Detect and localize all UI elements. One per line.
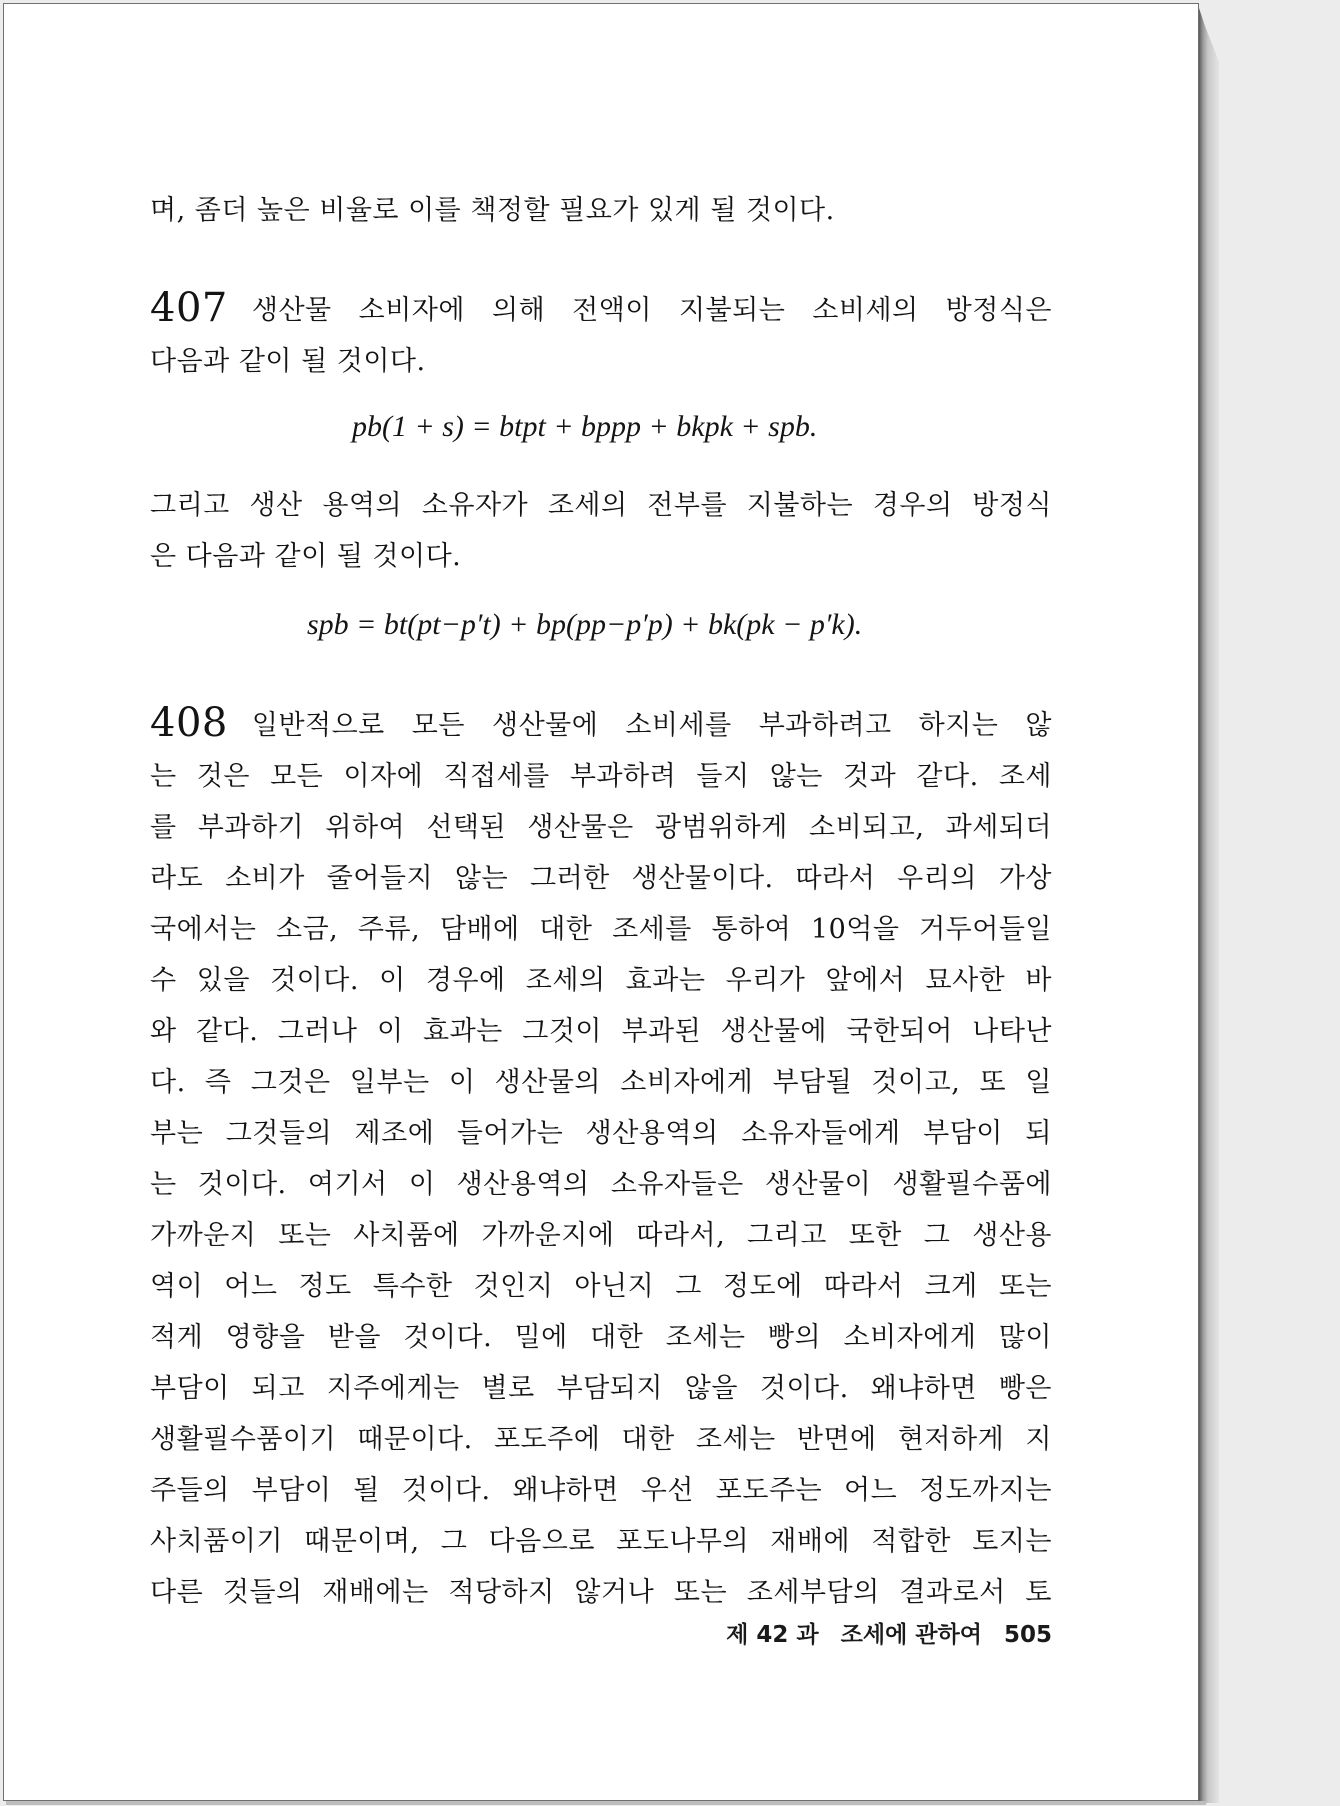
top-paragraph — [150, 185, 1052, 236]
equation-consumer-tax: pb(1 + s) = btpt + bppp + bkpk + spb. — [352, 410, 818, 443]
text-line: 은 다음과 같이 될 것이다. — [150, 541, 462, 572]
text-line: 주들의 부담이 될 것이다. 왜냐하면 우선 포도주는 어느 정도까지는 — [150, 1475, 1052, 1506]
text-line: 그리고 생산 용역의 소유자가 조세의 전부를 지불하는 경우의 방정식 — [150, 490, 1052, 521]
paragraph-number: 407 — [150, 285, 228, 331]
text-line: 가까운지 또는 사치품에 가까운지에 따라서, 그리고 또한 그 생산용 — [150, 1220, 1052, 1251]
text-line: 국에서는 소금, 주류, 담배에 대한 조세를 통하여 10억을 거두어들일 — [150, 914, 1052, 945]
text-line-content: 생산물 소비자에 의해 전액이 지불되는 소비세의 방정식은 — [251, 295, 1052, 326]
page-shadow — [6, 1801, 1206, 1805]
paragraph-408 — [150, 695, 1052, 1618]
text-line: 라도 소비가 줄어들지 않는 그러한 생산물이다. 따라서 우리의 가상 — [150, 863, 1052, 894]
footer-title: 조세에 관하여 — [840, 1622, 982, 1648]
text-line: 는 것은 모든 이자에 직접세를 부과하려 들지 않는 것과 같다. 조세 — [150, 761, 1052, 792]
text-line-content: 일반적으로 모든 생산물에 소비세를 부과하려고 하지는 않 — [251, 710, 1052, 741]
equation-owner-tax: spb = bt(pt−p′t) + bp(pp−p′p) + bk(pk − p′k). — [307, 608, 863, 641]
text-line: 다른 것들의 재배에는 적당하지 않거나 또는 조세부담의 결과로서 토 — [150, 1577, 1052, 1608]
paragraph-407 — [150, 280, 1052, 387]
text-line: 를 부과하기 위하여 선택된 생산물은 광범위하게 소비되고, 과세되더 — [150, 812, 1052, 843]
page-number: 505 — [1003, 1622, 1052, 1648]
text-line: 와 같다. 그러나 이 효과는 그것이 부과된 생산물에 국한되어 나타난 — [150, 1016, 1052, 1047]
text-line: 부담이 되고 지주에게는 별로 부담되지 않을 것이다. 왜냐하면 빵은 — [150, 1373, 1052, 1404]
text-line: 역이 어느 정도 특수한 것인지 아닌지 그 정도에 따라서 크게 또는 — [150, 1271, 1052, 1302]
text-line — [150, 280, 1052, 336]
text-line: 사치품이기 때문이며, 그 다음으로 포도나무의 재배에 적합한 토지는 — [150, 1526, 1052, 1557]
paragraph-number: 408 — [150, 700, 228, 746]
text-line: 생활필수품이기 때문이다. 포도주에 대한 조세는 반면에 현저하게 지 — [150, 1424, 1052, 1455]
text-line: 며, 좀더 높은 비율로 이를 책정할 필요가 있게 될 것이다. — [150, 195, 835, 226]
text-line: 적게 영향을 받을 것이다. 밀에 대한 조세는 빵의 소비자에게 많이 — [150, 1322, 1052, 1353]
text-line: 는 것이다. 여기서 이 생산용역의 소유자들은 생산물이 생활필수품에 — [150, 1169, 1052, 1200]
text-line — [150, 695, 1052, 751]
footer-chapter: 제 42 과 — [726, 1622, 819, 1648]
text-line: 수 있을 것이다. 이 경우에 조세의 효과는 우리가 앞에서 묘사한 바 — [150, 965, 1052, 996]
text-line: 다. 즉 그것은 일부는 이 생산물의 소비자에게 부담될 것이고, 또 일 — [150, 1067, 1052, 1098]
text-line: 다음과 같이 될 것이다. — [150, 346, 426, 377]
page-edge — [1199, 8, 1219, 1803]
paragraph-407-continued — [150, 480, 1052, 582]
page-footer — [712, 1616, 1052, 1649]
text-line: 부는 그것들의 제조에 들어가는 생산용역의 소유자들에게 부담이 되 — [150, 1118, 1052, 1149]
